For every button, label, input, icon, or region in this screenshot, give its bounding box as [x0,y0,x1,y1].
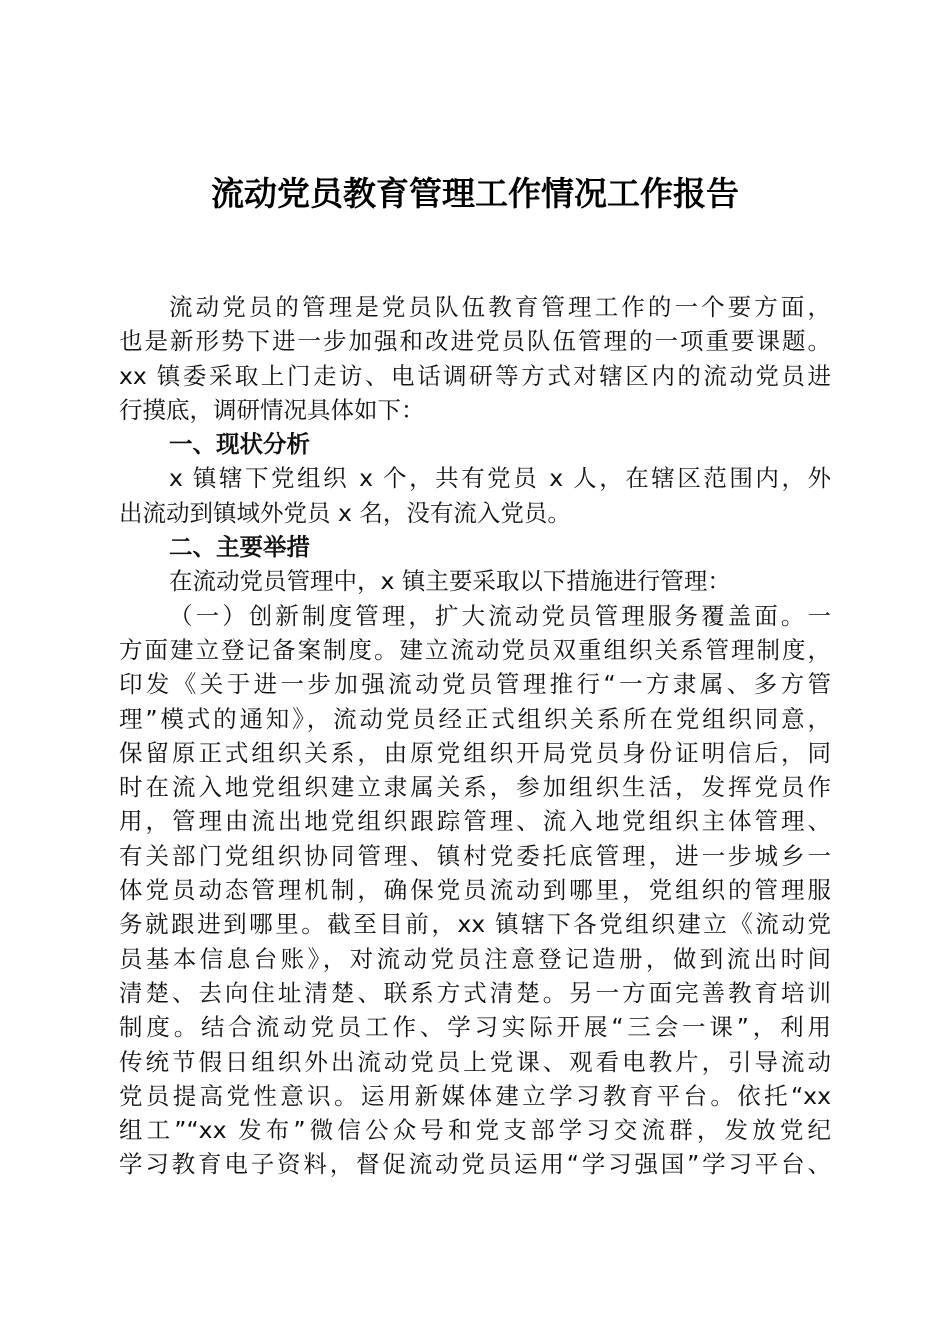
paragraph-line: 出流动到镇域外党员 x 名，没有流入党员。 [119,498,571,527]
paragraph-line: 理”模式的通知》，流动党员经正式组织关系所在党组织同意， [119,704,831,733]
paragraph-line: 组工”“xx 发布”微信公众号和党支部学习交流群，发放党纪 [119,1116,831,1145]
paragraph-line: 务就跟进到哪里。截至目前，xx 镇辖下各党组织建立《流动党 [119,910,831,939]
paragraph-line: 传统节假日组织外出流动党员上党课、观看电教片，引导流动 [119,1047,831,1076]
paragraph-line: 制度。结合流动党员工作、学习实际开展“三会一课”，利用 [119,1013,831,1042]
paragraph-line: 学习教育电子资料，督促流动党员运用“学习强国”学习平台、 [119,1150,831,1179]
document-title: 流动党员教育管理工作情况工作报告 [211,174,739,213]
section-heading: 二、主要举措 [169,533,310,562]
document-body [119,290,831,1182]
paragraph-line: 在流动党员管理中，x 镇主要采取以下措施进行管理： [169,567,731,596]
paragraph-line: 员基本信息台账》，对流动党员注意登记造册，做到流出时间 [119,944,831,973]
paragraph-line: 清楚、去向住址清楚、联系方式清楚。另一方面完善教育培训 [119,978,831,1007]
paragraph-line: 印发《关于进一步加强流动党员管理推行“一方隶属、多方管 [119,670,831,699]
paragraph-line: 流动党员的管理是党员队伍教育管理工作的一个要方面， [169,293,831,321]
paragraph-line: 也是新形势下进一步加强和改进党员队伍管理的一项重要课题。 [119,327,831,356]
paragraph-line: （一）创新制度管理，扩大流动党员管理服务覆盖面。一 [169,601,831,630]
paragraph-line: x 镇辖下党组织 x 个，共有党员 x 人，在辖区范围内，外 [169,464,831,493]
paragraph-line: 方面建立登记备案制度。建立流动党员双重组织关系管理制度， [119,635,831,664]
paragraph-line: 有关部门党组织协同管理、镇村党委托底管理，进一步城乡一 [119,841,831,870]
paragraph-line: 时在流入地党组织建立隶属关系，参加组织生活，发挥党员作 [119,773,831,802]
paragraph-line: 用，管理由流出地党组织跟踪管理、流入地党组织主体管理、 [119,807,831,836]
paragraph-line: 党员提高党性意识。运用新媒体建立学习教育平台。依托“xx [119,1081,831,1110]
paragraph-line: 保留原正式组织关系，由原党组织开局党员身份证明信后，同 [119,738,831,767]
paragraph-line: 行摸底，调研情况具体如下： [119,395,425,424]
paragraph-line: xx 镇委采取上门走访、电话调研等方式对辖区内的流动党员进 [119,361,831,390]
paragraph-line: 体党员动态管理机制，确保党员流动到哪里，党组织的管理服 [119,876,831,905]
section-heading: 一、现状分析 [169,430,310,459]
